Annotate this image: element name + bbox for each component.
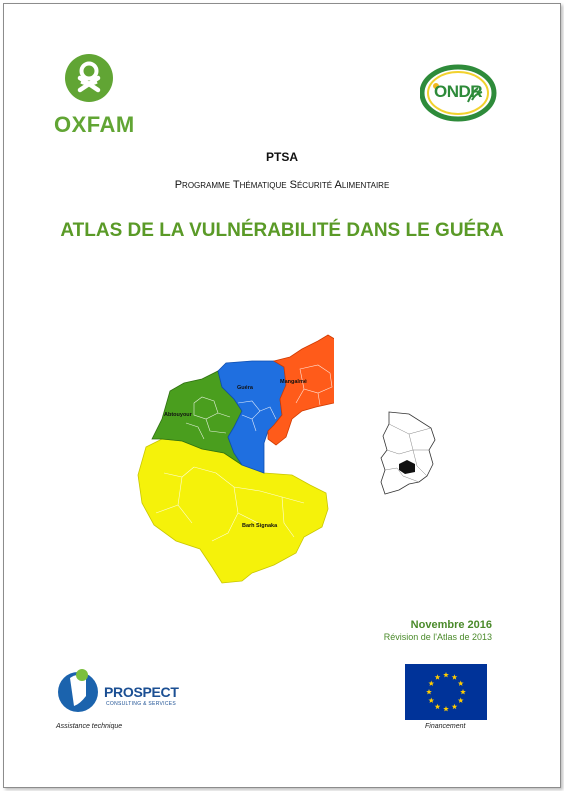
ptsa-heading: PTSA xyxy=(265,150,298,164)
ondr-wordmark: ONDR xyxy=(434,82,483,101)
oxfam-logo xyxy=(54,54,135,137)
region-barh-signaka xyxy=(138,439,328,583)
region-label-mangalme: Mangalmé xyxy=(280,379,307,385)
guera-map xyxy=(134,327,334,587)
program-subtitle: Programme Thématique Sécurité Alimentaire xyxy=(174,179,390,191)
region-label-guera: Guéra xyxy=(237,385,253,391)
prospect-tagline: CONSULTING & SERVICES xyxy=(106,701,177,707)
publication-date: Novembre 2016 xyxy=(410,619,492,631)
financing-caption: Financement xyxy=(425,723,466,730)
eu-flag-icon xyxy=(405,664,487,720)
oxfam-wordmark: OXFAM xyxy=(54,112,135,137)
oxfam-emblem-icon xyxy=(54,54,134,104)
prospect-logo xyxy=(56,666,186,716)
document-page xyxy=(3,3,561,788)
revision-note: Révision de l'Atlas de 2013 xyxy=(383,632,492,642)
ondr-logo xyxy=(420,64,500,124)
region-label-abtouyour: Abtouyour xyxy=(164,412,192,418)
region-label-barh-signaka: Barh Signaka xyxy=(242,523,278,529)
prospect-emblem-icon xyxy=(56,666,104,714)
page-title: ATLAS DE LA VULNÉRABILITÉ DANS LE GUÉRA xyxy=(60,220,504,241)
chad-locator-map xyxy=(379,410,439,496)
assistance-caption: Assistance technique xyxy=(56,723,123,730)
prospect-wordmark: PROSPECT xyxy=(104,684,179,700)
